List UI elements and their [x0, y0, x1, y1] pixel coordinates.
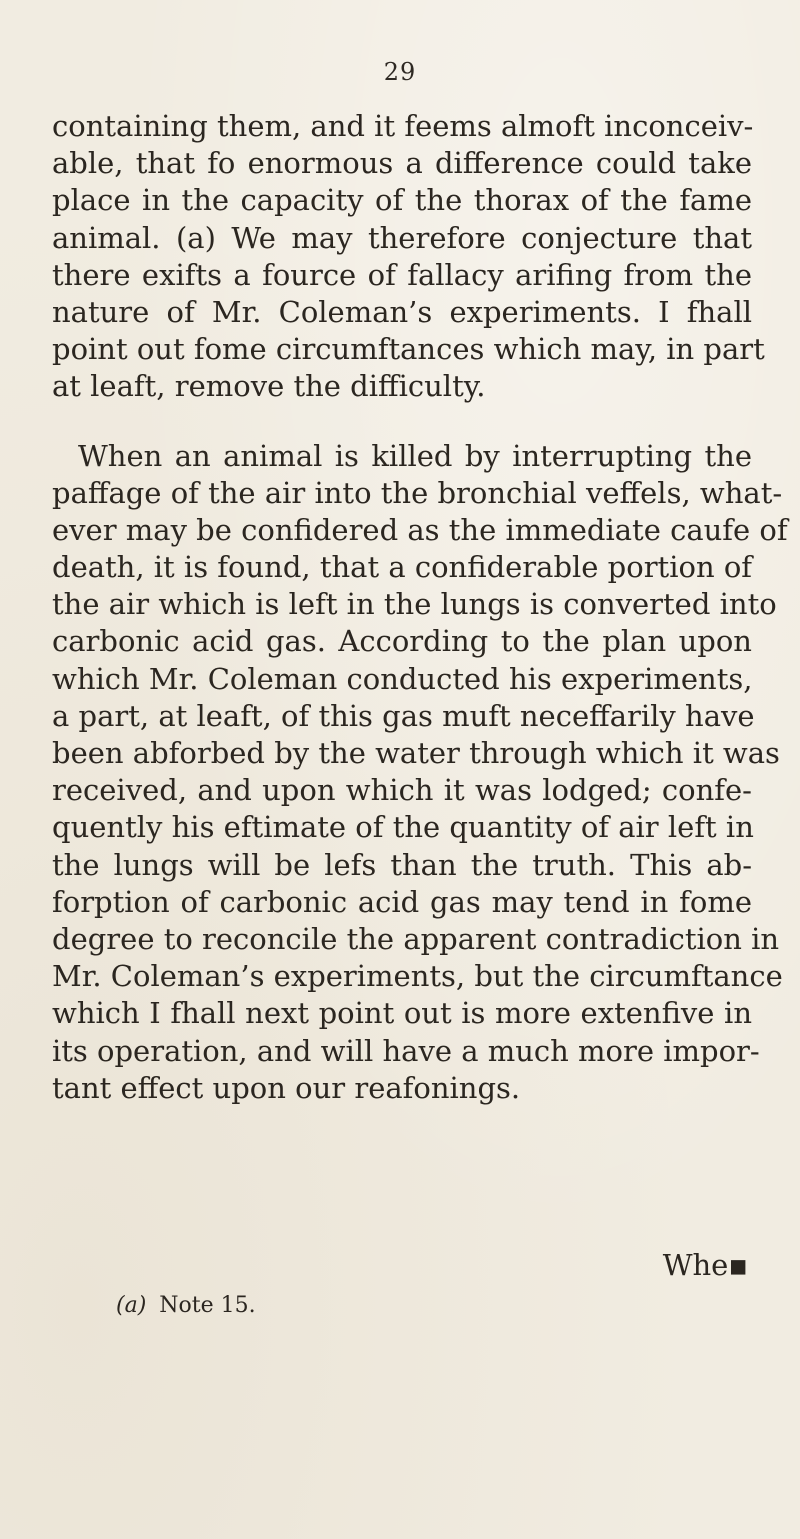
text-line: there exifts a fource of fallacy arifing from the [52, 257, 752, 292]
text-line: which Mr. Coleman conducted his experiments, [52, 661, 753, 696]
text-line: its operation, and will have a much more impor- [52, 1033, 760, 1068]
text-line: which I fhall next point out is more extenfive in [52, 996, 752, 1031]
text-line: carbonic acid gas. According to the plan upon [52, 624, 752, 659]
text-line: the air which is left in the lungs is converted into [52, 587, 777, 622]
text-line: place in the capacity of the thorax of the fame [52, 183, 752, 218]
text-line: quently his eftimate of the quantity of air left in [52, 810, 754, 845]
footnote [116, 1293, 256, 1318]
footnote-text: Note 15. [159, 1293, 256, 1318]
text-line: When an animal is killed by interrupting the [78, 438, 752, 473]
text-line: Mr. Coleman’s experiments, but the circumftance [52, 959, 783, 994]
paragraph-2 [52, 438, 788, 1107]
footnote-mark: (a) [116, 1293, 147, 1318]
text-line: been abforbed by the water through which it was [52, 736, 780, 770]
text-line: the lungs will be lefs than the truth. This ab- [52, 847, 752, 882]
text-line: nature of Mr. Coleman’s experiments. I fhall [52, 294, 752, 329]
text-line: at leaft, remove the difficulty. [52, 369, 486, 404]
text-line: tant effect upon our reafonings. [52, 1070, 521, 1105]
text-line: paffage of the air into the bronchial veffels, what- [52, 475, 783, 510]
text-line: ever may be confidered as the immediate caufe of [52, 512, 788, 547]
text-line: received, and upon which it was lodged; confe- [52, 773, 752, 808]
text-line: able, that fo enormous a difference could take [52, 146, 752, 181]
text-line: degree to reconcile the apparent contradiction in [52, 921, 780, 956]
text-line: containing them, and it feems almoft inconceiv- [52, 109, 754, 143]
text-line: a part, at leaft, of this gas muft neceffarily have [52, 698, 755, 733]
text-line: animal. (a) We may therefore conjecture that [52, 220, 752, 255]
text-line: point out fome circumftances which may, in part [52, 332, 765, 367]
catchword: Whe▪ [662, 1248, 748, 1282]
text-line: death, it is found, that a confiderable portion of [52, 550, 753, 585]
paragraph-1 [52, 108, 765, 406]
paragraph-spacer [52, 406, 752, 438]
text-line: forption of carbonic acid gas may tend in fome [52, 884, 752, 919]
body-text [52, 108, 788, 1107]
page-number: 29 [383, 58, 417, 86]
